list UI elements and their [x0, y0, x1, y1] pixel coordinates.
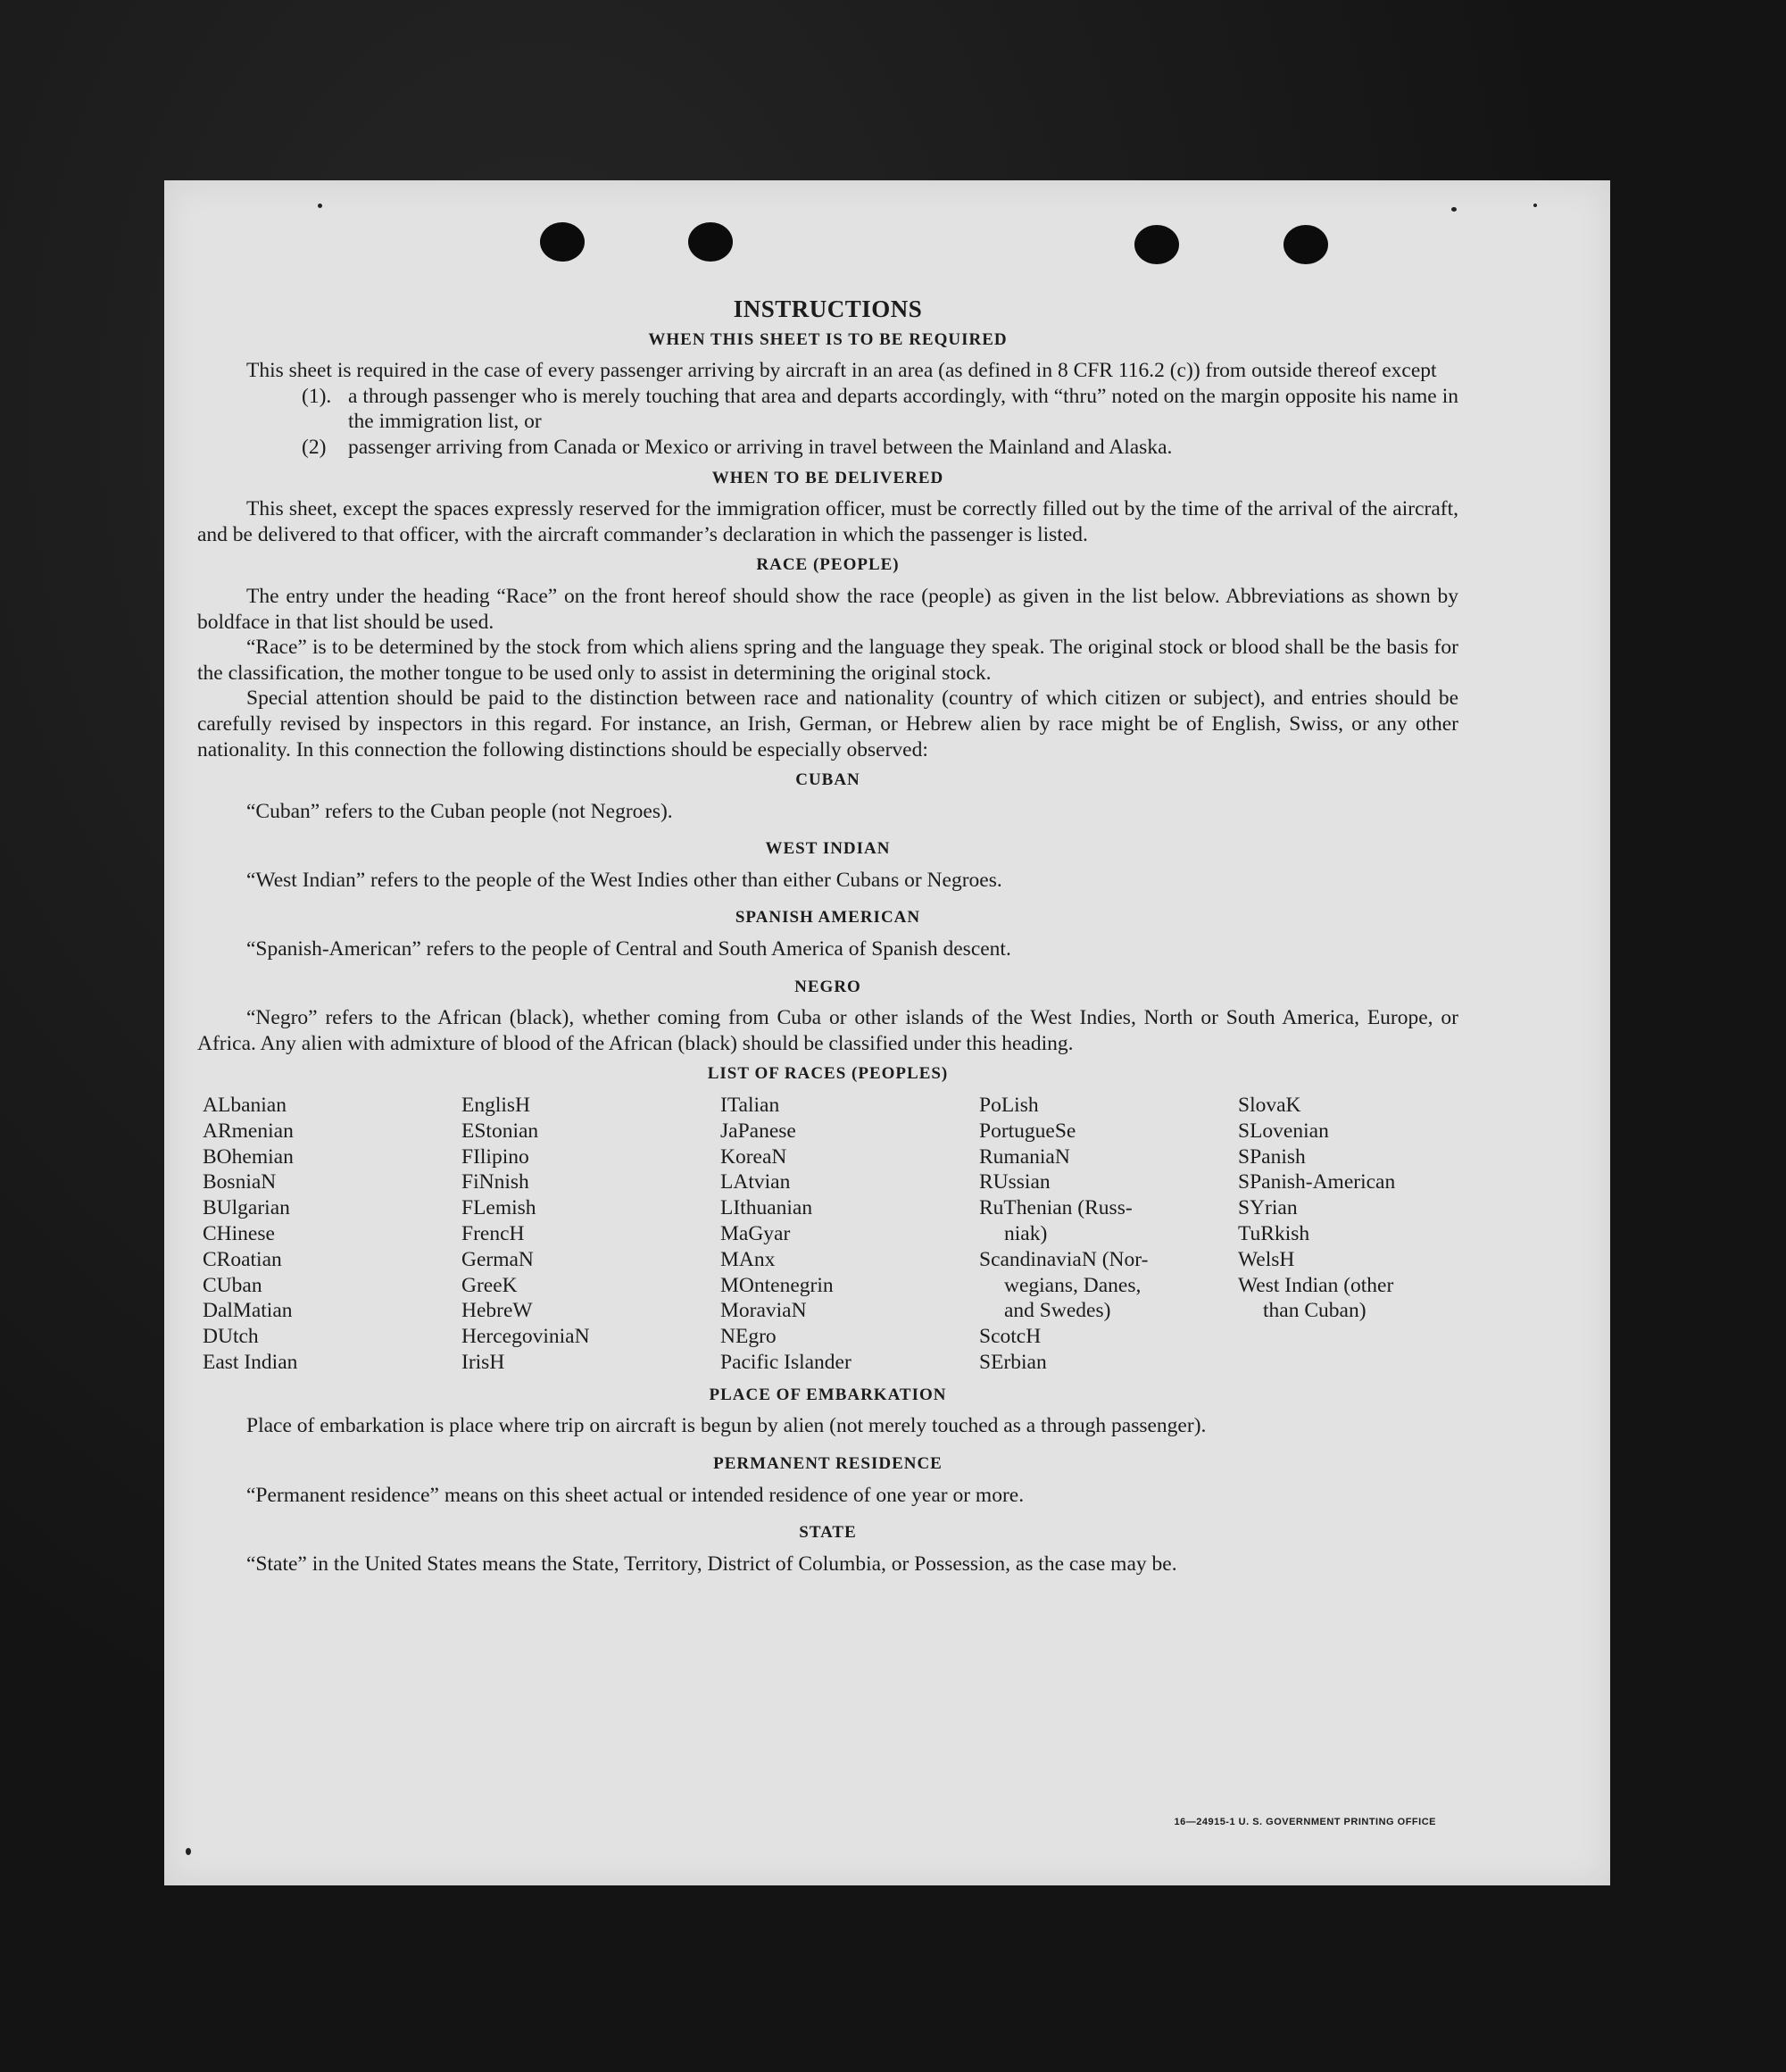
- race-entry: PortugueSe: [979, 1119, 1076, 1143]
- section-heading-when-delivered: WHEN TO BE DELIVERED: [711, 468, 944, 487]
- punch-hole: [540, 222, 585, 262]
- races-column-1: [203, 1093, 461, 1376]
- race-entry: BUlgarian: [203, 1196, 290, 1220]
- race-entry: PoLish: [979, 1094, 1039, 1118]
- race-entry: CHinese: [203, 1222, 275, 1246]
- scan-speck: [1533, 204, 1537, 207]
- race-entry: BOhemian: [203, 1144, 294, 1169]
- race-entry: MaGyar: [720, 1222, 791, 1246]
- race-entry: DalMatian: [203, 1299, 293, 1323]
- race-entry: CUban: [203, 1273, 262, 1297]
- race-entry: East Indian: [203, 1351, 298, 1374]
- race-entry: FiNnish: [461, 1170, 529, 1194]
- scan-speck: [1451, 207, 1457, 212]
- race-entry: HercegoviniaN: [461, 1325, 590, 1349]
- race-entry: WelsH: [1238, 1247, 1295, 1271]
- race-entry: TuRkish: [1238, 1222, 1310, 1246]
- race-entry: MoraviaN: [720, 1299, 807, 1323]
- punch-hole: [1134, 225, 1179, 264]
- instructions-text: [197, 296, 1458, 1577]
- state-text: “State” in the United States means the State, Territory, District of Columbia, or Possession, as the case may be.: [246, 1552, 1177, 1576]
- races-column-5: [1238, 1093, 1497, 1376]
- races-list: [203, 1093, 1458, 1376]
- race-entry: SPanish-American: [1238, 1170, 1396, 1194]
- race-entry: MOntenegrin: [720, 1273, 834, 1297]
- exception-text: a through passenger who is merely touching that area and departs accordingly, with “thru” noted on the margin opposite his name in the immigration list, or: [348, 384, 1458, 434]
- race-entry: ScotcH: [979, 1325, 1042, 1349]
- exception-text: passenger arriving from Canada or Mexico or arriving in travel between the Mainland and Alaska.: [348, 435, 1173, 459]
- section-heading-embarkation: PLACE OF EMBARKATION: [709, 1385, 947, 1404]
- race-entry: EnglisH: [461, 1094, 531, 1118]
- race-entry: SlovaK: [1238, 1094, 1301, 1118]
- section-heading-race: RACE (PEOPLE): [756, 555, 900, 575]
- race-entry: ITalian: [720, 1094, 780, 1118]
- race-paragraph-3: Special attention should be paid to the distinction between race and nationality (country of which citizen or subject), and entries should be carefully revised by inspectors in this regard. For instance, an Irish, German, or Hebrew alien by race might be of English, Swiss, or any other nationality. In this connection the following distinctions should be especially observed:: [197, 687, 1458, 761]
- race-entry: Pacific Islander: [720, 1351, 851, 1374]
- race-entry: SPanish: [1238, 1144, 1306, 1169]
- section-heading-permanent-residence: PERMANENT RESIDENCE: [713, 1453, 943, 1473]
- races-column-2: [461, 1093, 720, 1376]
- spanish-american-text: “Spanish-American” refers to the people of Central and South America of Spanish descent.: [246, 937, 1011, 961]
- race-entry: ARmenian: [203, 1119, 294, 1143]
- race-entry: RumaniaN: [979, 1144, 1070, 1169]
- race-entry: ScandinaviaN (Nor-: [979, 1247, 1149, 1271]
- race-entry: HebreW: [461, 1299, 533, 1323]
- race-entry-continued: wegians, Danes,: [1004, 1273, 1142, 1297]
- race-entry: LIthuanian: [720, 1196, 813, 1220]
- race-entry-continued: and Swedes): [1004, 1299, 1111, 1323]
- section-heading-when-required: WHEN THIS SHEET IS TO BE REQUIRED: [648, 329, 1008, 349]
- when-required-intro: This sheet is required in the case of every passenger arriving by aircraft in an area (as defined in 8 CFR 116.2 (c)) from outside thereof except: [246, 359, 1437, 383]
- race-entry: JaPanese: [720, 1119, 796, 1143]
- punch-hole: [1283, 225, 1328, 264]
- race-entry-continued: niak): [1004, 1222, 1048, 1246]
- race-entry: EStonian: [461, 1119, 539, 1143]
- race-entry: NEgro: [720, 1325, 777, 1349]
- west-indian-text: “West Indian” refers to the people of the West Indies other than either Cubans or Negroes.: [246, 868, 1002, 892]
- race-entry-continued: than Cuban): [1263, 1299, 1366, 1323]
- race-entry: West Indian (other: [1238, 1273, 1394, 1297]
- section-heading-cuban: CUBAN: [795, 770, 860, 790]
- race-entry: SLovenian: [1238, 1119, 1329, 1143]
- race-entry: FIlipino: [461, 1144, 529, 1169]
- race-entry: DUtch: [203, 1325, 259, 1349]
- scan-speck: [186, 1848, 191, 1855]
- when-delivered-text: This sheet, except the spaces expressly reserved for the immigration officer, must be correctly filled out by the time of the arrival of the aircraft, and be delivered to that officer, with the aircraft commander’s declaration in which the passenger is listed.: [197, 497, 1458, 546]
- race-entry: FrencH: [461, 1222, 525, 1246]
- race-entry: MAnx: [720, 1247, 776, 1271]
- race-entry: RuThenian (Russ-: [979, 1196, 1133, 1220]
- permanent-residence-text: “Permanent residence” means on this sheet actual or intended residence of one year or more.: [246, 1483, 1025, 1507]
- exception-item-2: [197, 435, 1458, 461]
- instruction-sheet: [164, 180, 1610, 1885]
- page-title: INSTRUCTIONS: [733, 295, 923, 322]
- race-entry: SYrian: [1238, 1196, 1298, 1220]
- scan-speck: [318, 204, 322, 208]
- exception-item-1: [197, 384, 1458, 435]
- exception-number: (2): [302, 435, 327, 459]
- printer-imprint: 16—24915-1 U. S. GOVERNMENT PRINTING OFFICE: [1174, 1817, 1436, 1827]
- race-paragraph-2: “Race” is to be determined by the stock from which aliens spring and the language they speak. The original stock or blood shall be the basis for the classification, the mother tongue to be used only to assist in determining the original stock.: [197, 636, 1458, 685]
- race-entry: RUssian: [979, 1170, 1051, 1194]
- race-entry: IrisH: [461, 1351, 505, 1374]
- race-entry: BosniaN: [203, 1170, 277, 1194]
- section-heading-state: STATE: [799, 1523, 857, 1543]
- races-column-4: [979, 1093, 1238, 1376]
- race-paragraph-1: The entry under the heading “Race” on the front hereof should show the race (people) as given in the list below. Abbreviations as shown by boldface in that list should be used.: [197, 584, 1458, 634]
- race-entry: KoreaN: [720, 1144, 787, 1169]
- race-entry: GermaN: [461, 1247, 534, 1271]
- race-entry: GreeK: [461, 1273, 518, 1297]
- race-entry: SErbian: [979, 1351, 1047, 1374]
- race-entry: FLemish: [461, 1196, 536, 1220]
- section-heading-negro: NEGRO: [794, 977, 861, 996]
- punch-hole: [688, 222, 733, 262]
- races-column-3: [720, 1093, 979, 1376]
- race-entry: CRoatian: [203, 1247, 282, 1271]
- negro-text: “Negro” refers to the African (black), whether coming from Cuba or other islands of the West Indies, North or South America, Europe, or Africa. Any alien with admixture of blood of the African (black) should be classified under this heading.: [197, 1006, 1458, 1055]
- section-heading-spanish-american: SPANISH AMERICAN: [735, 908, 921, 928]
- race-entry: ALbanian: [203, 1094, 287, 1118]
- exception-number: (1).: [302, 384, 332, 408]
- section-heading-west-indian: WEST INDIAN: [765, 839, 891, 859]
- cuban-text: “Cuban” refers to the Cuban people (not Negroes).: [246, 799, 673, 823]
- section-heading-list-of-races: LIST OF RACES (PEOPLES): [707, 1064, 949, 1084]
- race-entry: LAtvian: [720, 1170, 791, 1194]
- embarkation-text: Place of embarkation is place where trip on aircraft is begun by alien (not merely touched as a through passenger).: [246, 1414, 1207, 1438]
